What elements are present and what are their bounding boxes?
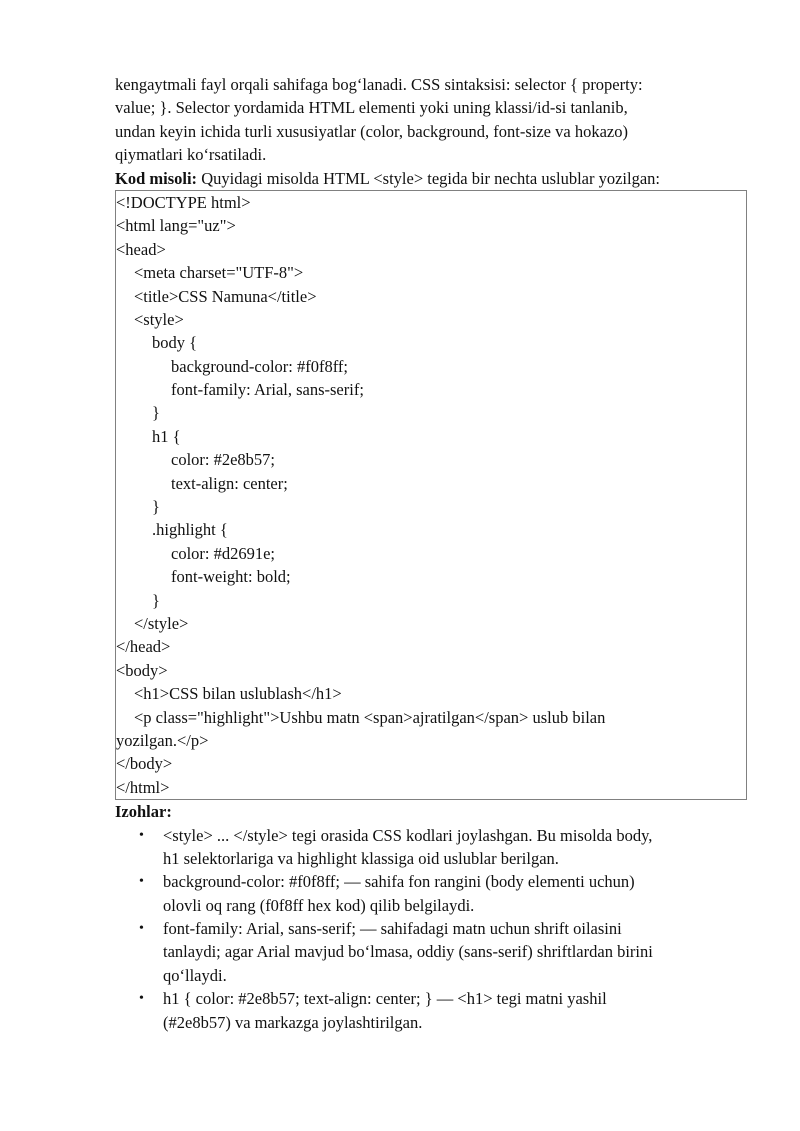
- code-line: .highlight {: [152, 520, 228, 540]
- intro-paragraph: [115, 73, 755, 167]
- code-line: body {: [152, 333, 198, 353]
- code-line: text-align: center;: [171, 473, 288, 493]
- code-line: </style>: [134, 613, 189, 633]
- code-block: [115, 190, 747, 800]
- notes-heading: Izohlar:: [115, 802, 172, 822]
- example-text: Quyidagi misolda HTML <style> tegida bir nechta uslublar yozilgan:: [197, 168, 661, 188]
- code-line: <!DOCTYPE html>: [116, 192, 251, 212]
- note-line: background-color: #f0f8ff; — sahifa fon rangini (body elementi uchun): [163, 872, 635, 892]
- intro-line: qiymatlari ko‘rsatiladi.: [115, 145, 267, 165]
- code-line: <p class="highlight">Ushbu matn <span>ajratilgan</span> uslub bilan: [134, 707, 606, 727]
- note-line: olovli oq rang (f0f8ff hex kod) qilib belgilaydi.: [163, 895, 475, 915]
- code-line: h1 {: [152, 426, 181, 446]
- code-line: font-weight: bold;: [171, 567, 291, 587]
- example-label: Kod misoli:: [115, 168, 198, 188]
- code-line: </body>: [116, 754, 173, 774]
- list-item: [115, 987, 755, 1034]
- list-item: [115, 824, 755, 871]
- bullet-icon: •: [139, 827, 144, 843]
- code-line: color: #2e8b57;: [171, 450, 276, 470]
- code-line: <h1>CSS bilan uslublash</h1>: [134, 684, 342, 704]
- code-line: <body>: [116, 660, 168, 680]
- code-line: </head>: [116, 637, 171, 657]
- note-line: qo‘llaydi.: [163, 965, 227, 985]
- code-line: }: [152, 497, 160, 517]
- code-line: }: [152, 590, 160, 610]
- list-item: [115, 917, 755, 987]
- code-line: background-color: #f0f8ff;: [171, 356, 349, 376]
- code-line: font-family: Arial, sans-serif;: [171, 380, 364, 400]
- code-line: </html>: [116, 777, 170, 797]
- note-line: h1 { color: #2e8b57; text-align: center; } — <h1> tegi matni yashil: [163, 989, 607, 1009]
- bullet-icon: •: [139, 991, 144, 1007]
- intro-line: undan keyin ichida turli xususiyatlar (color, background, font-size va hokazo): [115, 121, 628, 141]
- code-line: }: [152, 403, 160, 423]
- note-line: tanlaydi; agar Arial mavjud bo‘lmasa, oddiy (sans-serif) shriftlardan birini: [163, 942, 653, 962]
- bullet-icon: •: [139, 874, 144, 890]
- intro-line: value; }. Selector yordamida HTML elementi yoki uning klassi/id-si tanlanib,: [115, 98, 628, 118]
- code-line: yozilgan.</p>: [116, 730, 209, 750]
- code-line: <style>: [134, 309, 184, 329]
- note-line: h1 selektorlariga va highlight klassiga oid uslublar berilgan.: [163, 848, 559, 868]
- code-line: <meta charset="UTF-8">: [134, 263, 304, 283]
- note-line: font-family: Arial, sans-serif; — sahifadagi matn uchun shrift oilasini: [163, 919, 622, 939]
- code-line: <html lang="uz">: [116, 216, 236, 236]
- code-line: color: #d2691e;: [171, 543, 276, 563]
- list-item: [115, 870, 755, 917]
- bullet-icon: •: [139, 921, 144, 937]
- note-line: (#2e8b57) va markazga joylashtirilgan.: [163, 1012, 423, 1032]
- intro-line: kengaytmali fayl orqali sahifaga bog‘lanadi. CSS sintaksisi: selector { property:: [115, 75, 643, 94]
- example-intro: [115, 167, 755, 190]
- code-line: <head>: [116, 239, 166, 259]
- code-line: <title>CSS Namuna</title>: [134, 286, 317, 306]
- document-page: [115, 73, 755, 1034]
- notes-list: [115, 824, 755, 1035]
- note-line: <style> ... </style> tegi orasida CSS kodlari joylashgan. Bu misolda body,: [163, 825, 653, 845]
